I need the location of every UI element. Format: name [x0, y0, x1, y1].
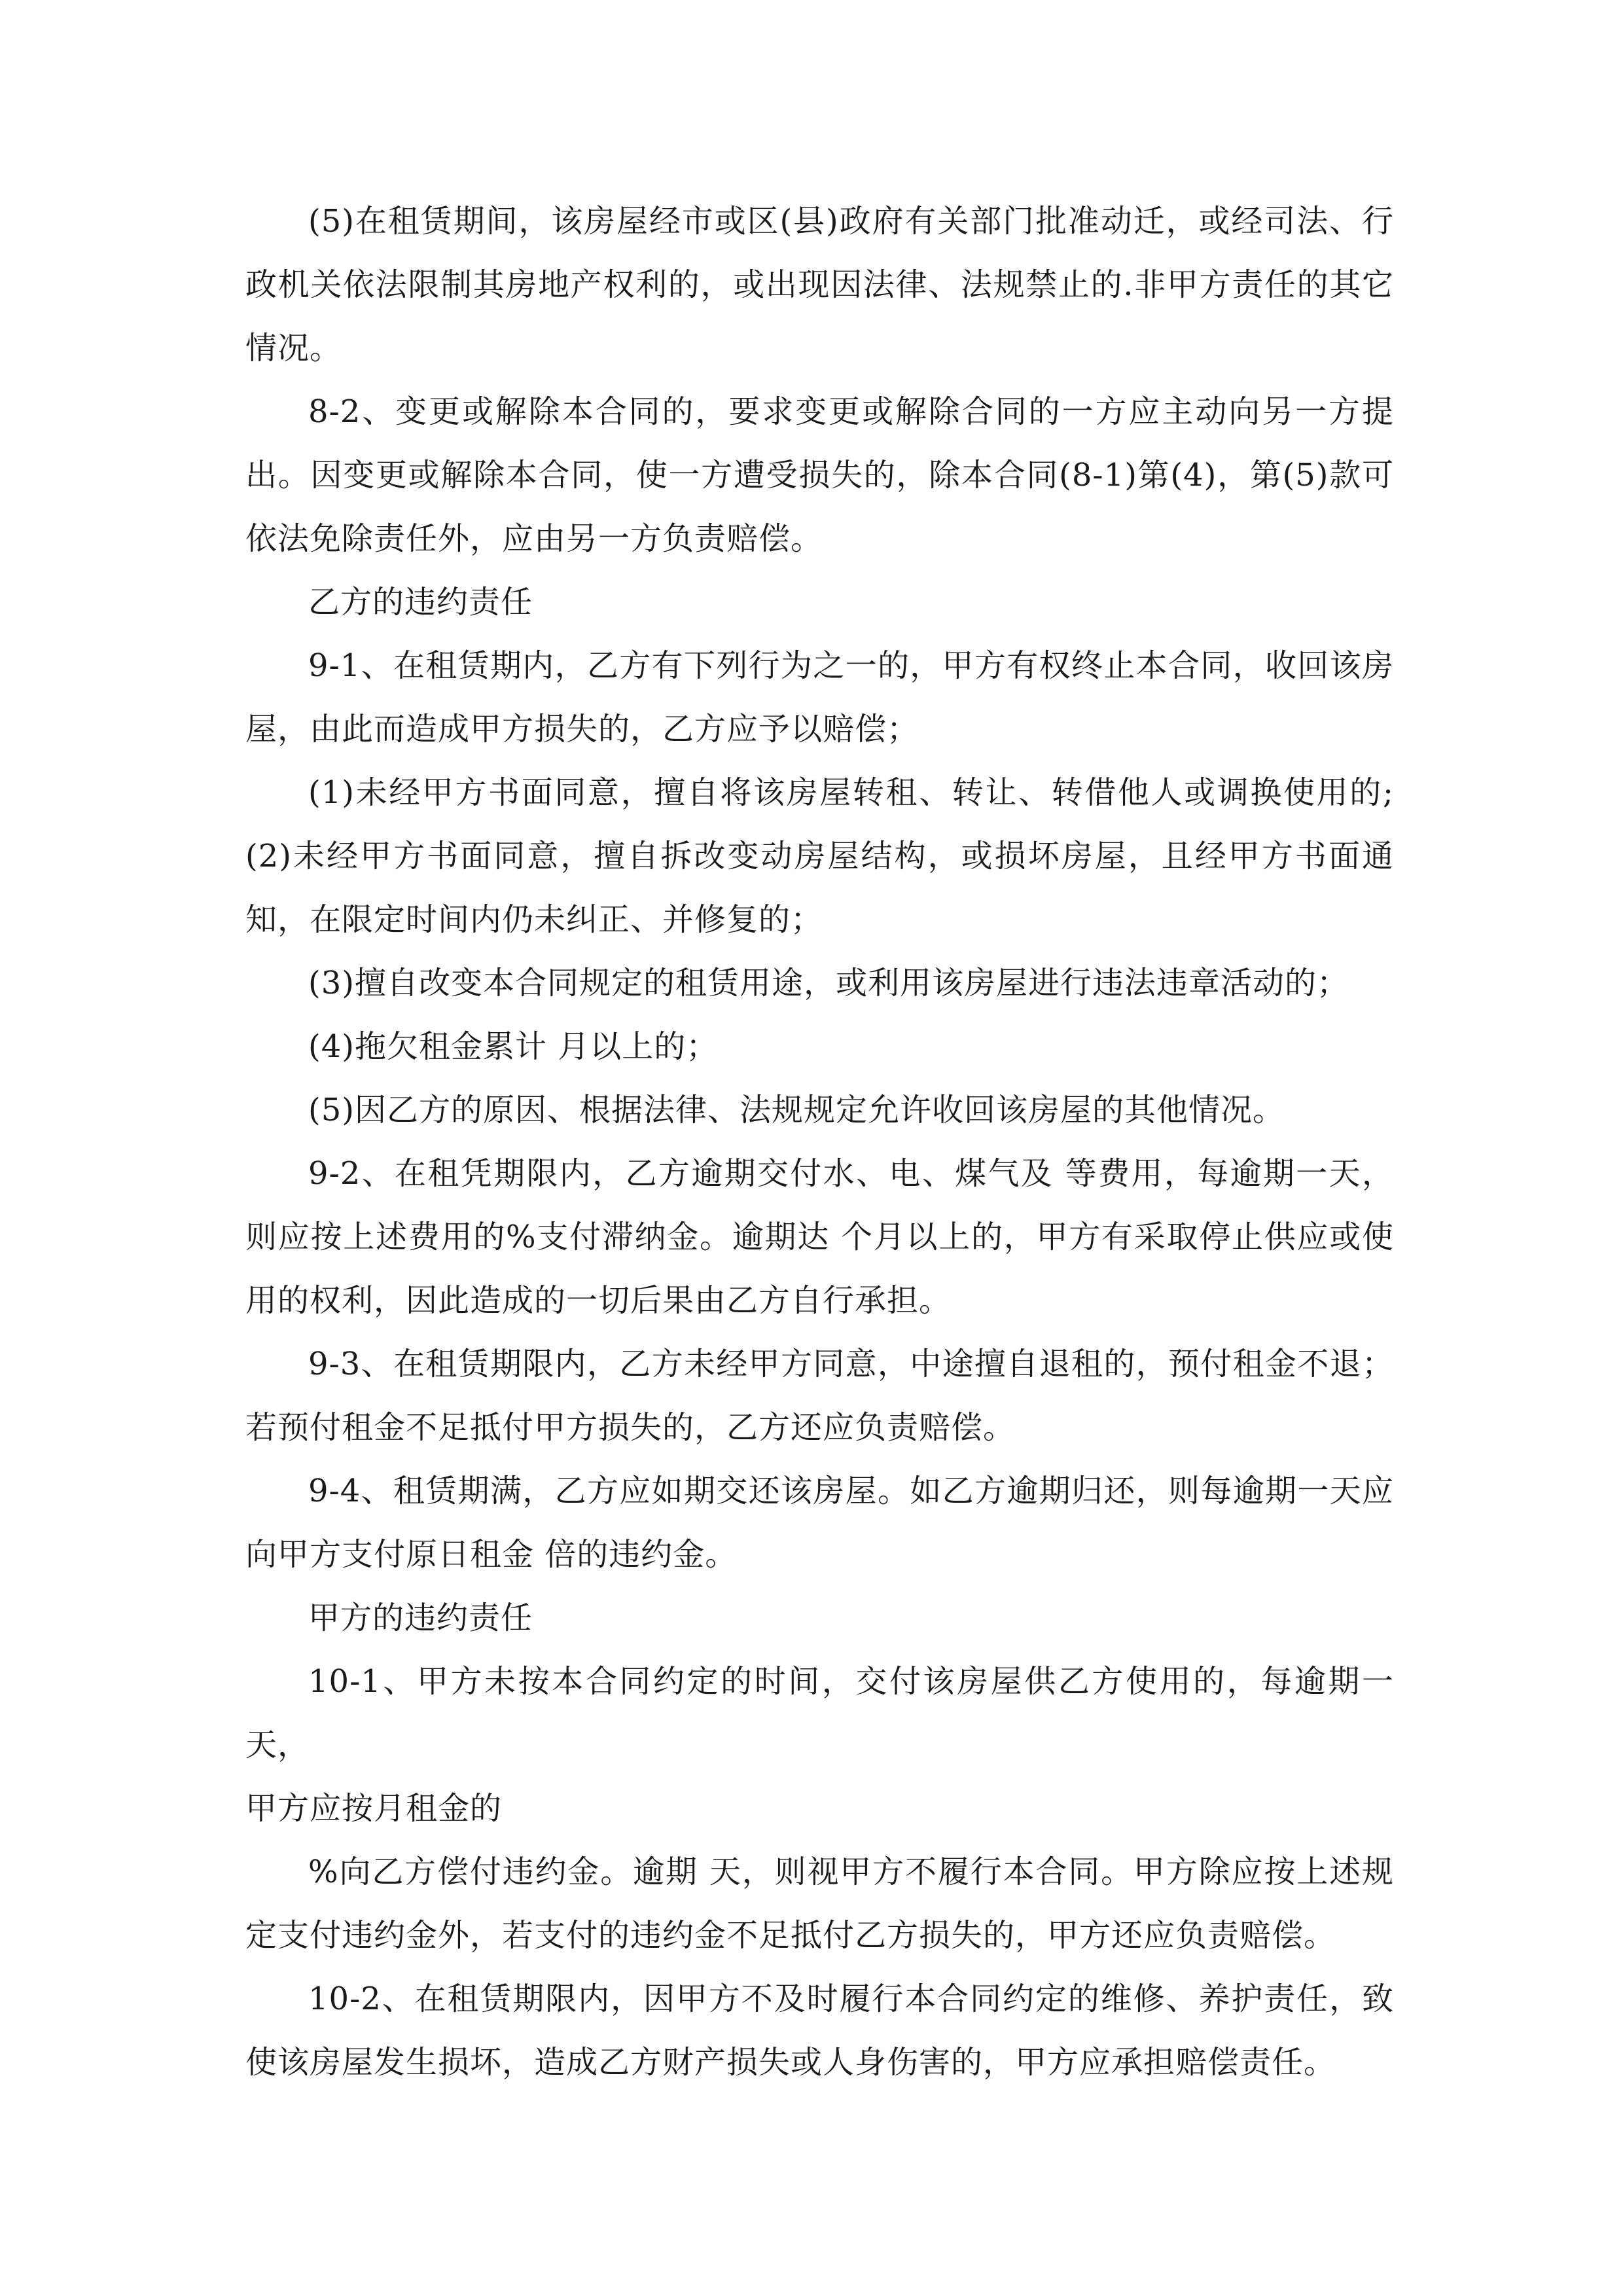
paragraph-clause-9-2: 9-2、在租凭期限内，乙方逾期交付水、电、煤气及 等费用，每逾期一天，则应按上述费用的%支付滞纳金。逾期达 个月以上的，甲方有采取停止供应或使用的权利，因此造成的一切后果由乙方自行承担。: [245, 1155, 1394, 1319]
paragraph-clause-9-1: 9-1、在租赁期内，乙方有下列行为之一的，甲方有权终止本合同，收回该房屋，由此而造成甲方损失的，乙方应予以赔偿；: [245, 647, 1394, 747]
paragraph-clause-9-1-item-3: (3)擅自改变本合同规定的租赁用途，或利用该房屋进行违法违章活动的；: [308, 965, 1349, 1001]
paragraph-clause-10-2: 10-2、在租赁期限内，因甲方不及时履行本合同约定的维修、养护责任，致使该房屋发生损坏，造成乙方财产损失或人身伤害的，甲方应承担赔偿责任。: [245, 1981, 1394, 2081]
paragraph-clause-10-1-line-2: 甲方应按月租金的: [245, 1790, 503, 1827]
paragraph-clause-9-1-item-4: (4)拖欠租金累计 月以上的；: [308, 1028, 719, 1065]
paragraph-clause-8-2: 8-2、变更或解除本合同的，要求变更或解除合同的一方应主动向另一方提出。因变更或解除本合同，使一方遭受损失的，除本合同(8-1)第(4)，第(5)款可依法免除责任外，应由另一方负责赔偿。: [245, 393, 1394, 557]
section-heading-tenant-liability: 乙方的违约责任: [308, 584, 533, 620]
section-heading-landlord-liability: 甲方的违约责任: [308, 1600, 533, 1636]
document-body: [245, 190, 1394, 2094]
paragraph-clause-9-1-item-5: (5)因乙方的原因、根据法律、法规规定允许收回该房屋的其他情况。: [308, 1092, 1285, 1128]
paragraph-clause-8-1-5: (5)在租赁期间，该房屋经市或区(县)政府有关部门批准动迁，或经司法、行政机关依法限制其房地产权利的，或出现因法律、法规禁止的.非甲方责任的其它情况。: [245, 203, 1394, 367]
paragraph-clause-9-3: 9-3、在租赁期限内，乙方未经甲方同意，中途擅自退租的，预付租金不退；若预付租金不足抵付甲方损失的，乙方还应负责赔偿。: [245, 1346, 1394, 1446]
paragraph-clause-9-1-items-1-2: (1)未经甲方书面同意，擅自将该房屋转租、转让、转借他人或调换使用的;(2)未经甲方书面同意，擅自拆改变动房屋结构，或损坏房屋，且经甲方书面通知，在限定时间内仍未纠正、并修复的；: [245, 774, 1394, 938]
paragraph-clause-10-1-continuation: %向乙方偿付违约金。逾期 天，则视甲方不履行本合同。甲方除应按上述规定支付违约金外，若支付的违约金不足抵付乙方损失的，甲方还应负责赔偿。: [245, 1854, 1394, 1954]
paragraph-clause-9-4: 9-4、租赁期满，乙方应如期交还该房屋。如乙方逾期归还，则每逾期一天应向甲方支付原日租金 倍的违约金。: [245, 1473, 1394, 1573]
paragraph-clause-10-1-line-1: 10-1、甲方未按本合同约定的时间，交付该房屋供乙方使用的，每逾期一天，: [245, 1663, 1394, 1763]
